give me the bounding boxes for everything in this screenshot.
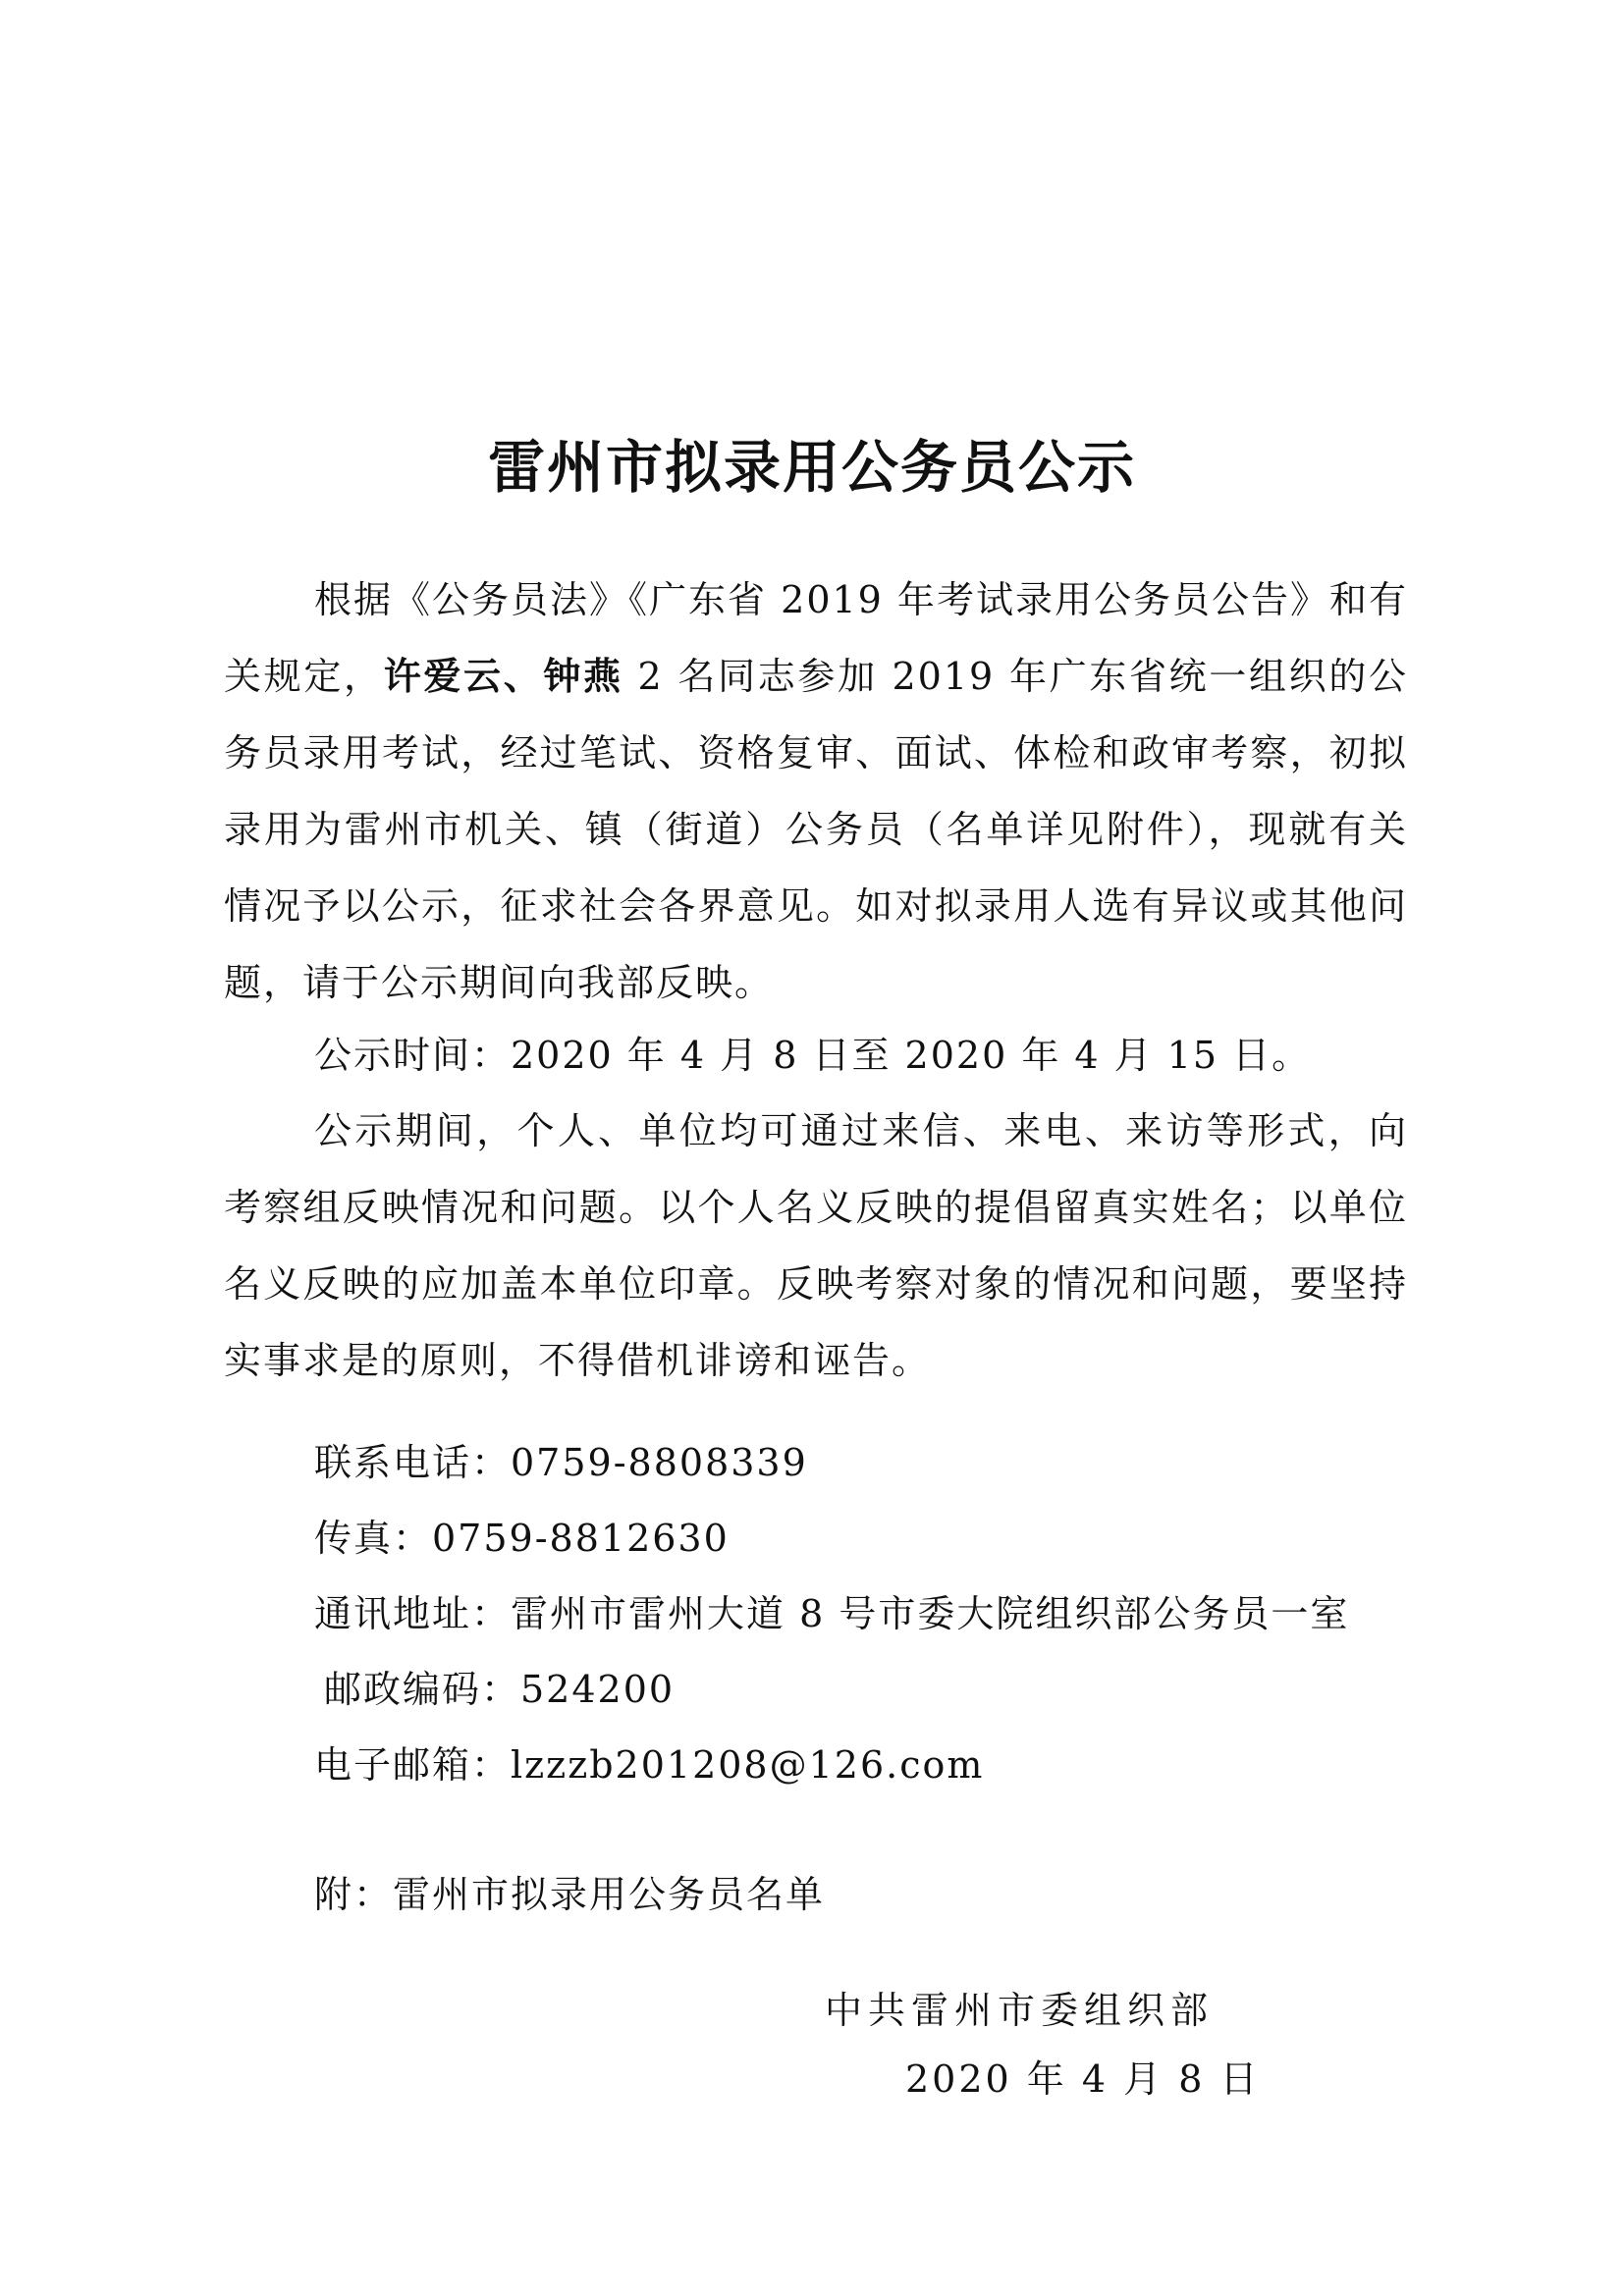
paragraph-feedback-rules: 公示期间，个人、单位均可通过来信、来电、来访等形式，向考察组反映情况和问题。以个人名义反映的提倡留真实姓名；以单位名义反映的应加盖本单位印章。反映考察对象的情况和问题，要坚持实事求是的原则，不得借机诽谤和诬告。 bbox=[224, 1109, 1408, 1382]
document-title: 雷州市拟录用公务员公示 bbox=[487, 434, 1136, 501]
signature-date: 2020 年 4 月 8 日 bbox=[905, 2057, 1261, 2101]
attachment-note: 附：雷州市拟录用公务员名单 bbox=[314, 1873, 826, 1916]
contact-phone: 联系电话：0759-8808339 bbox=[314, 1441, 808, 1484]
paragraph-announcement bbox=[224, 561, 1408, 1021]
signature-organization: 中共雷州市委组织部 bbox=[825, 1989, 1215, 2032]
contact-address: 通讯地址：雷州市雷州大道 8 号市委大院组织部公务员一室 bbox=[314, 1592, 1350, 1635]
contact-postcode: 邮政编码：524200 bbox=[324, 1668, 676, 1711]
paragraph-announcement-intro: 根据《公务员法》《广东省 2019 年考试录用公务员公告》和有关规定， bbox=[224, 578, 1408, 698]
paragraph-publicity-period: 公示时间：2020 年 4 月 8 日至 2020 年 4 月 15 日。 bbox=[314, 1034, 1312, 1077]
contact-fax: 传真：0759-8812630 bbox=[314, 1517, 730, 1560]
candidate-names: 许爱云、钟燕 bbox=[383, 654, 623, 698]
paragraph-announcement-body: 2 名同志参加 2019 年广东省统一组织的公务员录用考试，经过笔试、资格复审、面试、体检和政审考察，初拟录用为雷州市机关、镇（街道）公务员（名单详见附件），现就有关情况予以公示，征求社会各界意见。如对拟录用人选有异议或其他问题，请于公示期间向我部反映。 bbox=[224, 655, 1408, 1004]
contact-email: 电子邮箱：lzzzb201208@126.com bbox=[314, 1743, 985, 1787]
